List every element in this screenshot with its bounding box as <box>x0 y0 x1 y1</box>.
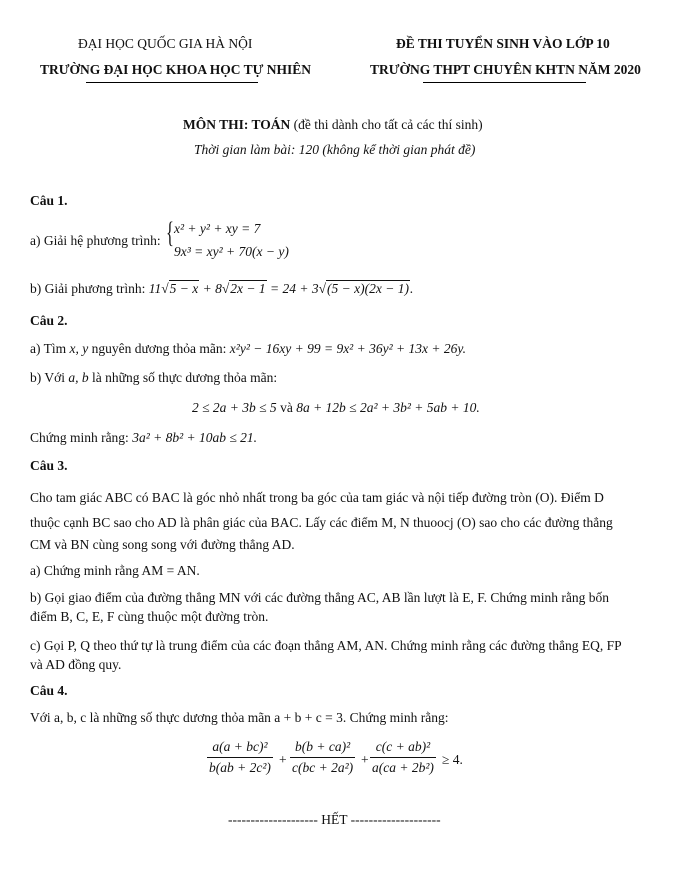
q1a-text: a) Giải hệ phương trình: <box>30 233 161 248</box>
q1b-radicand1: 5 − x <box>169 281 199 296</box>
q1b-equation: 11√5 − x + 8√2x − 1 = 24 + 3√(5 − x)(2x − 1). <box>148 281 414 296</box>
q1a-eq2: 9x³ = xy² + 70(x − y) <box>174 244 289 259</box>
q3-intro-line2: thuộc cạnh BC sao cho AD là phân giác của BAC. Lấy các điểm M, N thuoocj (O) sao cho các đường thẳng <box>30 515 613 530</box>
q4-tail: ≥ 4. <box>442 752 463 767</box>
q4-plus-2: + <box>361 752 369 767</box>
subject-line <box>183 117 483 133</box>
q1a-eq1: x² + y² + xy = 7 <box>174 221 261 236</box>
q4-title: Câu 4. <box>30 683 68 698</box>
q2a-text2: nguyên dương thỏa mãn: <box>91 341 227 356</box>
q4-frac3-num: c(c + ab)² <box>370 739 436 758</box>
q2a-equation: x²y² − 16xy + 99 = 9x² + 36y² + 13x + 26y. <box>229 341 466 356</box>
time-limit: Thời gian làm bài: 120 (không kể thời gian phát đề) <box>194 142 476 157</box>
header-school: TRƯỜNG ĐẠI HỌC KHOA HỌC TỰ NHIÊN <box>40 62 312 77</box>
q2b-cond2: 8a + 12b ≤ 2a² + 3b² + 5ab + 10. <box>296 400 480 415</box>
q2b-text1: b) Với <box>30 370 66 385</box>
q3a-text: a) Chứng minh rằng AM = AN. <box>30 563 200 578</box>
q2b-and: và <box>280 400 293 415</box>
q2b-prove-text: Chứng minh rằng: <box>30 430 129 445</box>
q4-text: Với a, b, c là những số thực dương thỏa mãn a + b + c = 3. Chứng minh rằng: <box>30 710 449 725</box>
q2a-line <box>30 341 466 357</box>
q3-intro-line3: CM và BN cùng song song với đường thẳng AD. <box>30 537 295 552</box>
q3-intro-line1: Cho tam giác ABC có BAC là góc nhỏ nhất trong ba góc của tam giác và nội tiếp đường tròn (O). Điểm D <box>30 490 604 505</box>
header-university: ĐẠI HỌC QUỐC GIA HÀ NỘI <box>78 36 253 51</box>
q2b-prove-eq: 3a² + 8b² + 10ab ≤ 21. <box>132 430 258 445</box>
q2a-text1: a) Tìm <box>30 341 67 356</box>
q4-fraction-3 <box>370 739 436 776</box>
header-exam-title: ĐỀ THI TUYỂN SINH VÀO LỚP 10 <box>396 36 610 51</box>
q1b-end: . <box>409 281 414 296</box>
q1b-radicand3: (5 − x)(2x − 1) <box>327 281 409 296</box>
q2a-vars: x, y <box>69 341 89 356</box>
q3c-line2: và AD đồng quy. <box>30 657 122 672</box>
q3c-line1: c) Gọi P, Q theo thứ tự là trung điểm của các đoạn thẳng AM, AN. Chứng minh rằng các đường thẳng EQ, FP <box>30 638 622 653</box>
q1b-coef: 11 <box>148 281 162 296</box>
header-exam-school: TRƯỜNG THPT CHUYÊN KHTN NĂM 2020 <box>370 62 641 77</box>
q2b-prove-line <box>30 430 257 446</box>
q2b-conditions <box>192 400 480 416</box>
system-brace: { <box>166 216 174 249</box>
header-left-underline <box>86 82 258 83</box>
q3b-line1: b) Gọi giao điểm của đường thẳng MN với các đường thẳng AC, AB lần lượt là E, F. Chứng minh rằng bốn <box>30 590 610 605</box>
q4-frac1-den: b(ab + 2c²) <box>209 760 271 775</box>
q2b-line <box>30 370 277 386</box>
q1b-mid1: + 8 <box>199 281 222 296</box>
q4-fraction-1 <box>207 739 273 776</box>
q4-frac2-num: b(b + ca)² <box>290 739 355 758</box>
q4-frac1-num: a(a + bc)² <box>207 739 273 758</box>
q2b-cond1: 2 ≤ 2a + 3b ≤ 5 <box>192 400 277 415</box>
q1b-radicand2: 2x − 1 <box>230 281 266 296</box>
header-right-underline <box>423 82 586 83</box>
q3-title: Câu 3. <box>30 458 68 473</box>
q4-frac2-den: c(bc + 2a²) <box>292 760 354 775</box>
q3b-line2: điểm B, C, E, F cùng thuộc một đường tròn. <box>30 609 269 624</box>
subject-note: (đề thi dành cho tất cả các thí sinh) <box>293 117 483 132</box>
end-marker: -------------------- HẾT -------------------- <box>228 812 441 827</box>
q1b-line <box>30 281 413 297</box>
q4-fraction-2 <box>290 739 355 776</box>
q1b-mid2: = 24 + 3 <box>266 281 319 296</box>
q1b-text: b) Giải phương trình: <box>30 281 146 296</box>
q4-plus-1: + <box>279 752 287 767</box>
q4-frac3-den: a(ca + 2b²) <box>372 760 434 775</box>
q1-title: Câu 1. <box>30 193 68 208</box>
q2-title: Câu 2. <box>30 313 68 328</box>
q2b-vars: a, b <box>68 370 89 385</box>
subject-label: MÔN THI: TOÁN <box>183 117 291 132</box>
q2b-text2: là những số thực dương thỏa mãn: <box>92 370 278 385</box>
